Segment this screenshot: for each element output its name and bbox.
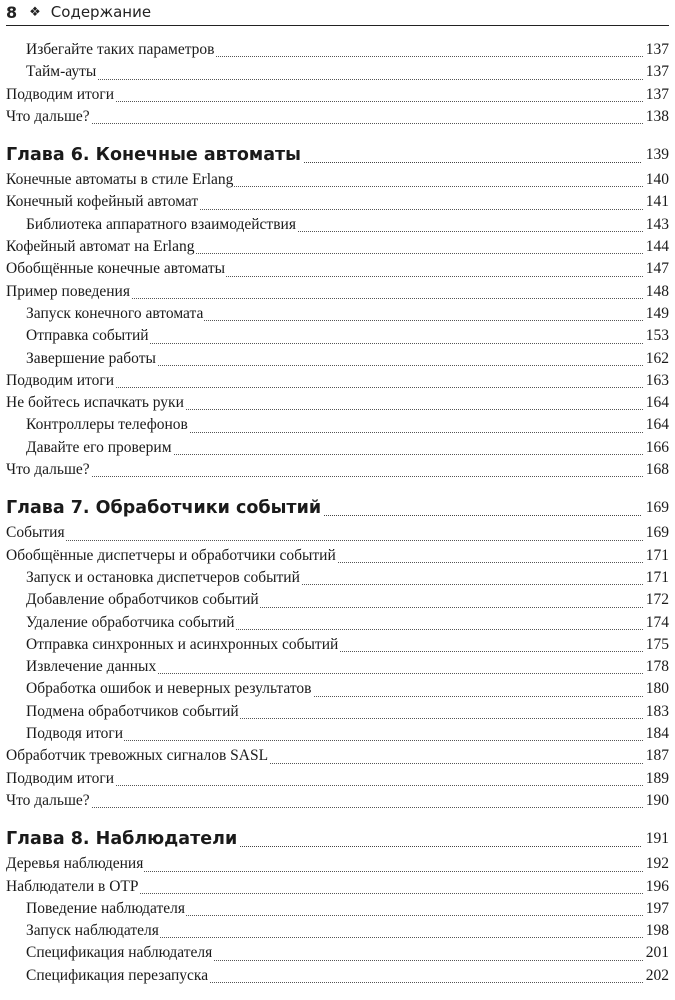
page-number-ref: 141	[644, 191, 669, 213]
toc-subentry[interactable]	[6, 944, 669, 966]
page-number-ref: 197	[644, 898, 669, 920]
toc-entry[interactable]	[6, 372, 669, 394]
toc-subentry[interactable]	[6, 636, 669, 658]
page-number-ref: 172	[644, 589, 669, 611]
chapter-heading[interactable]	[6, 828, 669, 852]
entry-title: Обработка ошибок и неверных результатов	[26, 678, 313, 700]
toc-subentry[interactable]	[6, 41, 669, 63]
toc-subentry[interactable]	[6, 416, 669, 438]
dot-leader	[12, 123, 669, 124]
entry-title: Подводя итоги	[26, 723, 124, 745]
page-number-ref: 190	[644, 790, 669, 812]
entry-title: Подводим итоги	[6, 768, 115, 790]
toc-entry[interactable]	[6, 792, 669, 814]
page-number-ref: 164	[644, 414, 669, 436]
entry-title: Обобщённые диспетчеры и обработчики событий	[6, 545, 337, 567]
toc-entry[interactable]	[6, 238, 669, 260]
ornament-icon: ❖	[29, 4, 41, 20]
entry-title: Контроллеры телефонов	[26, 414, 189, 436]
toc-subentry[interactable]	[6, 614, 669, 636]
toc-entry[interactable]	[6, 770, 669, 792]
toc-subentry[interactable]	[6, 922, 669, 944]
toc-entry[interactable]	[6, 878, 669, 900]
entry-title: Отправка синхронных и асинхронных событий	[26, 634, 339, 656]
entry-title: Обобщённые конечные автоматы	[6, 258, 226, 280]
page-number-ref: 137	[644, 39, 669, 61]
chapter-heading[interactable]	[6, 497, 669, 521]
page-number-ref: 174	[644, 612, 669, 634]
entry-title: Поведение наблюдателя	[26, 898, 186, 920]
page-number-ref: 149	[644, 303, 669, 325]
page-number-ref: 198	[644, 920, 669, 942]
page-number-ref: 139	[642, 143, 669, 167]
toc-entry[interactable]	[6, 86, 669, 108]
entry-title: Подводим итоги	[6, 370, 115, 392]
page-number-ref: 166	[644, 437, 669, 459]
entry-title: Запуск наблюдателя	[26, 920, 160, 942]
toc-subentry[interactable]	[6, 680, 669, 702]
toc-subentry[interactable]	[6, 350, 669, 372]
page-number-ref: 137	[644, 61, 669, 83]
page-number-ref: 192	[644, 853, 669, 875]
toc-entry[interactable]	[6, 171, 669, 193]
page-number-ref: 163	[644, 370, 669, 392]
entry-title: Отправка событий	[26, 325, 150, 347]
toc-subentry[interactable]	[6, 63, 669, 85]
page-number-ref: 202	[644, 965, 669, 987]
dot-leader	[32, 740, 669, 741]
entry-title: Давайте его проверим	[26, 437, 173, 459]
entry-title: Что дальше?	[6, 459, 91, 481]
page-number-ref: 171	[644, 545, 669, 567]
page-number-ref: 169	[644, 522, 669, 544]
toc-subentry[interactable]	[6, 439, 669, 461]
page-number-ref: 143	[644, 214, 669, 236]
entry-title: Что дальше?	[6, 106, 91, 128]
entry-title: Запуск конечного автомата	[26, 303, 204, 325]
chapter-title: Глава 8. Наблюдатели	[6, 827, 240, 851]
page-number-ref: 147	[644, 258, 669, 280]
dot-leader	[32, 79, 669, 80]
toc-entry[interactable]	[6, 524, 669, 546]
entry-title: Тайм-ауты	[26, 61, 97, 83]
page-header	[6, 0, 669, 24]
entry-title: Избегайте таких параметров	[26, 39, 216, 61]
toc-subentry[interactable]	[6, 591, 669, 613]
page-number-ref: 148	[644, 281, 669, 303]
page-number-ref: 164	[644, 392, 669, 414]
page-number-ref: 201	[644, 942, 669, 964]
toc-subentry[interactable]	[6, 900, 669, 922]
page-number-ref: 178	[644, 656, 669, 678]
entry-title: Подводим итоги	[6, 84, 115, 106]
page-number-ref: 162	[644, 348, 669, 370]
entry-title: Обработчик тревожных сигналов SASL	[6, 745, 269, 767]
page-number-ref: 153	[644, 325, 669, 347]
page-number-ref: 171	[644, 567, 669, 589]
page-number: 8	[6, 2, 18, 22]
chapter-heading[interactable]	[6, 144, 669, 168]
entry-title: Добавление обработчиков событий	[26, 589, 260, 611]
dot-leader	[12, 476, 669, 477]
page-number-ref: 189	[644, 768, 669, 790]
entry-title: События	[6, 522, 66, 544]
toc-entry[interactable]	[6, 260, 669, 282]
entry-title: Спецификация наблюдателя	[26, 942, 213, 964]
page-number-ref: 138	[644, 106, 669, 128]
page-number-ref: 169	[642, 496, 669, 520]
toc-subentry[interactable]	[6, 725, 669, 747]
page-number-ref: 144	[644, 236, 669, 258]
page-number-ref: 187	[644, 745, 669, 767]
toc-entry[interactable]	[6, 193, 669, 215]
toc-entry[interactable]	[6, 855, 669, 877]
page-number-ref: 140	[644, 169, 669, 191]
toc-entry[interactable]	[6, 108, 669, 130]
page-number-ref: 184	[644, 723, 669, 745]
toc-subentry[interactable]	[6, 967, 669, 989]
entry-title: Подмена обработчиков событий	[26, 701, 240, 723]
entry-title: Пример поведения	[6, 281, 131, 303]
chapter-title: Глава 6. Конечные автоматы	[6, 143, 304, 167]
toc-entry[interactable]	[6, 283, 669, 305]
entry-title: Конечные автоматы в стиле Erlang	[6, 169, 234, 191]
table-of-contents	[6, 41, 669, 989]
dot-leader	[12, 807, 669, 808]
toc-subentry[interactable]	[6, 658, 669, 680]
page-number-ref: 191	[642, 827, 669, 851]
page-number-ref: 196	[644, 876, 669, 898]
toc-entry[interactable]	[6, 547, 669, 569]
entry-title: Библиотека аппаратного взаимодействия	[26, 214, 297, 236]
toc-subentry[interactable]	[6, 569, 669, 591]
entry-title: Кофейный автомат на Erlang	[6, 236, 195, 258]
toc-entry[interactable]	[6, 747, 669, 769]
page-number-ref: 183	[644, 701, 669, 723]
page-number-ref: 175	[644, 634, 669, 656]
entry-title: Деревья наблюдения	[6, 853, 144, 875]
toc-entry[interactable]	[6, 394, 669, 416]
entry-title: Не бойтесь испачкать руки	[6, 392, 185, 414]
header-rule	[6, 25, 669, 26]
entry-title: Удаление обработчика событий	[26, 612, 236, 634]
toc-subentry[interactable]	[6, 216, 669, 238]
running-title: Содержание	[50, 3, 152, 21]
chapter-title: Глава 7. Обработчики событий	[6, 496, 324, 520]
page-number-ref: 137	[644, 84, 669, 106]
entry-title: Завершение работы	[26, 348, 157, 370]
entry-title: Конечный кофейный автомат	[6, 191, 199, 213]
entry-title: Запуск и остановка диспетчеров событий	[26, 567, 301, 589]
page-number-ref: 168	[644, 459, 669, 481]
toc-subentry[interactable]	[6, 327, 669, 349]
page-number-ref: 180	[644, 678, 669, 700]
entry-title: Спецификация перезапуска	[26, 965, 209, 987]
toc-subentry[interactable]	[6, 703, 669, 725]
toc-subentry[interactable]	[6, 305, 669, 327]
entry-title: Извлечение данных	[26, 656, 157, 678]
entry-title: Наблюдатели в OTP	[6, 876, 140, 898]
dot-leader	[12, 540, 669, 541]
entry-title: Что дальше?	[6, 790, 91, 812]
toc-entry[interactable]	[6, 461, 669, 483]
